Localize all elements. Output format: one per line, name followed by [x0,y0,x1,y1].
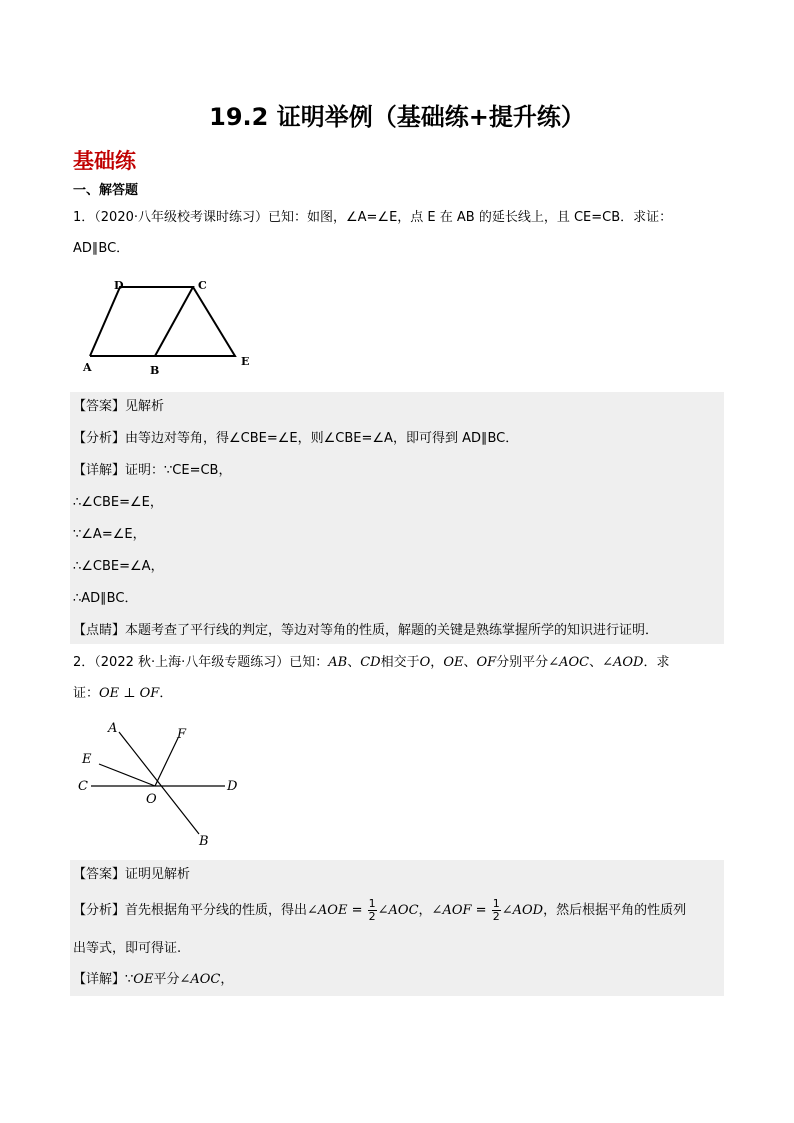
q2-detail-row [73,971,233,989]
q2-frac-den: 2 [492,910,500,923]
q2-analysis-row [73,898,686,924]
q1-comment-tag: 【点睛】 [73,623,126,638]
q2-label-c: C [78,779,88,794]
q2-line-ab [119,732,199,834]
q1-detail-line: ∴∠CBE=∠A， [73,559,164,574]
q2-equals: = [471,903,491,918]
q2-ray-oe: OE [133,972,154,987]
q1-answer-tag: 【答案】 [73,399,126,414]
q2-angle-aoc: ∠AOC [179,972,221,987]
q2-sep: ， [430,655,444,670]
q2-label-o: O [146,792,157,807]
q2-detail-text: ， [220,972,234,987]
q2-detail-text: 平分 [153,972,180,987]
q2-label-a: A [108,721,118,736]
q1-detail-line: 证明：∵CE=CB， [125,463,232,478]
q2-label-b: B [199,834,209,849]
q2-angle-aoc: ∠AOC [377,903,419,918]
q2-frac-num: 1 [368,897,376,910]
q2-statement [73,654,669,672]
q2-prefix: 2．（2022 秋·上海·八年级专题练习）已知： [73,655,329,670]
q2-equals: = [347,903,367,918]
q1-label-d: D [114,279,124,292]
q2-angle-aoe: ∠AOE [307,903,348,918]
q1-triangle-right [90,287,235,356]
q2-frac-den: 2 [368,910,376,923]
q1-analysis: 由等边对等角，得∠CBE=∠E，则∠CBE=∠A，即可得到 AD∥BC． [125,431,519,446]
q1-detail-line: ∵∠A=∠E， [73,527,146,542]
q2-text: 分别平分 [496,655,549,670]
q2-detail-tag: 【详解】 [73,972,126,987]
q2-ray-oe: OE [443,655,464,670]
q2-analysis-cont: 出等式，即可得证. [73,941,182,956]
q1-label-e: E [241,355,250,368]
q2-label-d: D [227,779,238,794]
q2-point-o: O [419,655,431,670]
q2-statement-cont [73,685,172,703]
q2-answer: 证明见解析 [125,867,191,882]
q2-frac-num: 1 [492,897,500,910]
q2-seg-ab: AB [328,655,348,670]
q2-perp-expression: OE ⊥ OF [99,686,160,701]
section-heading: 基础练 [73,149,136,173]
q2-text: 相交于 [380,655,420,670]
q2-analysis-text: 首先根据角平分线的性质，得出 [125,903,308,918]
q2-label-f: F [177,727,187,742]
q1-comment: 本题考查了平行线的判定，等边对等角的性质，解题的关键是熟练掌握所学的知识进行证明． [125,623,659,638]
q1-label-b: B [150,364,160,377]
q2-text: ． [159,686,173,701]
q1-detail-line: ∴∠CBE=∠E， [73,495,163,510]
q1-detail-row [73,462,231,480]
q2-detail-text: ∵ [125,972,134,987]
q2-angle-aof: ∠AOF [431,903,472,918]
q2-sep: 、 [589,655,603,670]
q1-figure [78,275,258,380]
q1-label-c: C [198,279,207,292]
q2-sep: ， [418,903,432,918]
q1-answer: 见解析 [125,399,165,414]
q2-text: ．求 [643,655,670,670]
q1-answer-row [73,398,164,416]
q1-parallelogram-left [90,287,193,356]
part-heading: 一、解答题 [73,183,139,198]
q1-analysis-tag: 【分析】 [73,431,126,446]
q2-label-e: E [82,752,92,767]
page-title: 19.2 证明举例（基础练+提升练） [209,103,585,131]
q2-figure [73,716,253,851]
q2-fraction-half [492,898,501,923]
q2-ray-of: OF [476,655,497,670]
q1-detail-tag: 【详解】 [73,463,126,478]
q1-comment-row [73,622,658,640]
q2-answer-row [73,866,190,884]
q1-label-a: A [83,361,92,374]
q2-answer-tag: 【答案】 [73,867,126,882]
q2-fraction-half [368,898,377,923]
q2-seg-cd: CD [360,655,381,670]
q1-analysis-row [73,430,518,448]
q2-prove-label: 证： [73,686,100,701]
q2-sep: 、 [347,655,361,670]
q1-detail-line: ∴AD∥BC． [73,591,138,606]
q2-angle-aod: ∠AOD [501,903,544,918]
q2-analysis-tag: 【分析】 [73,903,126,918]
q2-angle-aoc: ∠AOC [548,655,590,670]
q2-ray-of-line [155,738,178,786]
q2-sep: 、 [463,655,477,670]
q2-analysis-text: ，然后根据平角的性质列 [543,903,687,918]
q2-angle-aod: ∠AOD [602,655,644,670]
q1-statement-cont: AD∥BC． [73,241,130,256]
q1-statement: 1．（2020·八年级校考课时练习）已知：如图，∠A=∠E，点 E 在 AB 的延长线上，且 CE=CB．求证： [73,210,673,225]
